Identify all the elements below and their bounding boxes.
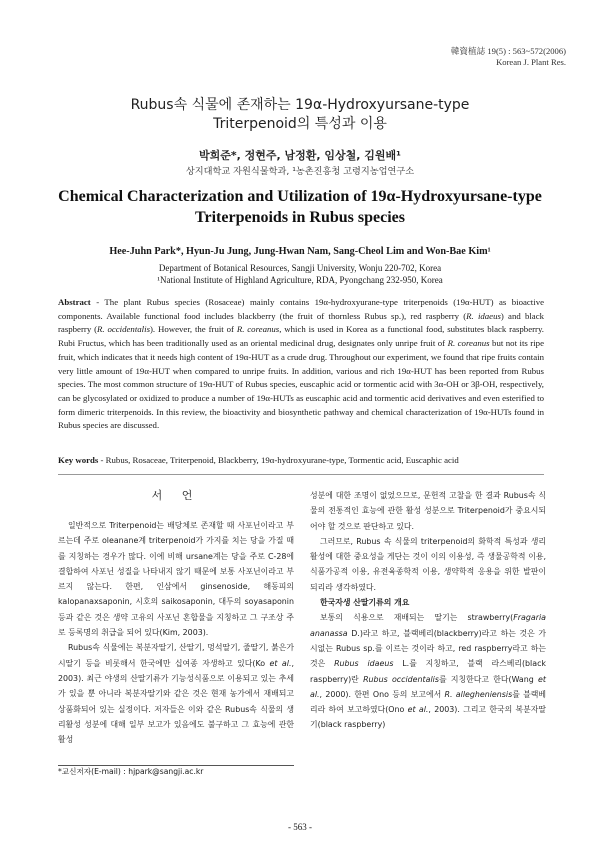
- korean-authors: 박희준*, 정현주, 남정환, 임상철, 김원배¹: [199, 149, 401, 162]
- abstract-text-1: - The plant Rubus species (Rosaceae) mainly contains 19α-hydroxyurane-type triterpenoids (19α-HUT) as bioactive components. Available functional food includes blackberry (the fruit of thornless Rubus sp.), red raspberry (: [58, 297, 544, 321]
- p3-species-allegheniensis: R. allegheniensis: [444, 689, 513, 699]
- p3-b: D.)라고 하고, 블랙베리(blackberry)라고 하는 것은 가시없는 Rubus sp.를 이르는 것이라 하고, red raspberry라고 하는 것은: [310, 628, 546, 669]
- abstract-text-2: ) and black raspberry (: [58, 310, 544, 335]
- p3-etal-2: et al.: [407, 705, 429, 715]
- right-paragraph-3: [310, 610, 546, 732]
- p3-species-occidentalis: Rubus occidentalis: [363, 674, 439, 684]
- affiliation-line1: Department of Botanical Resources, Sangji University, Wonju 220-702, Korea: [158, 263, 442, 273]
- abstract-species-3: R. coreanus: [236, 324, 280, 335]
- english-title-line1: Chemical Characterization and Utilization of 19α-Hydroxyursane-type: [58, 188, 542, 205]
- abstract-species-2: R. occidentalis: [97, 324, 150, 335]
- journal-name: Korean J. Plant Res.: [496, 57, 566, 67]
- p3-etal-1: et al.: [310, 674, 546, 699]
- english-title: [0, 186, 600, 228]
- abstract-species-4: R. coreanus: [447, 338, 490, 349]
- korean-title-line2: Triterpenoid의 특성과 이용: [213, 116, 387, 132]
- abstract-label: Abstract: [58, 297, 91, 307]
- abstract-text-5: but not its ripe fruit, which indicates that it needs high content of 19α-HUT as a crude drug. Throughout our experiment, we found that ripe fruits contain very little amount of 19α-HUT when compared to unripe fruits. In addition, various and rich 19α-HUT has been reported from Rubus species. The most common structure of 19α-HUT of Rubus species, euscaphic acid or tormentic acid with 3α-OH or 3β-OH, respectively, can be glycosylated or oxidized to produce a number of 19α-HUTs as euscaphic acid and tormentic acid derivatives and even esterified to form dimeric triterpenoids. In this review, the bioactivity and biosynthetic pathway and chemical characterization of 19α-HUTs found in Rubus species are discussed.: [58, 338, 544, 431]
- keywords-text: - Rubus, Rosaceae, Triterpenoid, Blackberry, 19α-hydroxyurane-type, Tormentic acid, Euscaphic acid: [98, 455, 459, 465]
- keywords: [58, 454, 544, 467]
- p3-c: L.를 지칭하고, 블랙 라스베리(black raspberry)란: [310, 659, 546, 684]
- korean-title: [0, 96, 600, 134]
- corresponding-author-footnote: *교신저자(E-mail) : hjpark@sangji.ac.kr: [58, 767, 204, 776]
- p3-a: 보통의 식용으로 재배되는 딸기는 strawberry(: [320, 613, 514, 623]
- intro-paragraph-2-etal: et al.: [269, 658, 292, 668]
- journal-citation: 韓資植誌 19(5) : 563~572(2006): [450, 46, 566, 56]
- english-title-line2: Triterpenoids in Rubus species: [195, 209, 405, 226]
- intro-paragraph-2: [58, 640, 294, 747]
- p3-g: , 2003). 그리고 한국의 복분자딸기(black raspberry): [310, 705, 547, 730]
- intro-paragraph-2-a: Rubus속 식물에는 복분자딸기, 산딸기, 멍석딸기, 줄딸기, 붉은가시딸기 등을 비롯해서 한국에만 십여종 자생하고 있다(Ko: [58, 643, 294, 668]
- english-authors: Hee-Juhn Park*, Hyun-Ju Jung, Jung-Hwan Nam, Sang-Cheol Lim and Won-Bae Kim¹: [109, 246, 491, 257]
- p3-d: 를 지칭한다고 한다(Wang: [438, 674, 539, 684]
- journal-header: [451, 46, 566, 68]
- keywords-label: Key words: [58, 455, 99, 465]
- page-number: - 563 -: [288, 822, 312, 832]
- overview-subheading: 한국자생 산딸기류의 개요: [320, 598, 410, 608]
- p3-e: , 2000). 한편 Ono 등의 보고에서: [319, 689, 445, 699]
- intro-paragraph-2-b: , 2003). 최근 야생의 산딸기류가 기능성식품으로 이용되고 있는 추세 가 있을 뿐 아니라 복분자딸기와 같은 것은 현재 농가에서 재배되고 상품화되어 있는 실정이다. 저자들은 이와 같은 Rubus속 식물의 생리활성 성분에 대해 일부 보고가 있음에도 불구하고 그 효능에 관한 활성: [58, 658, 294, 745]
- left-column: [58, 488, 294, 747]
- korean-affiliation: 상지대학교 자원식물학과, ¹농촌진흥청 고령지농업연구소: [185, 166, 415, 177]
- p3-species-idaeus: Rubus idaeus: [334, 659, 394, 669]
- abstract-species-1: R. idaeus: [466, 310, 501, 321]
- intro-paragraph-1: 일반적으로 Triterpenoid는 배당체로 존재할 때 사포닌이라고 부르는데 주로 oleanane계 triterpenoid가 가지를 치는 당을 가질 때를 지칭하는 경우가 많다. 이에 비해 ursane계는 당을 주로 C-28에 결합하여 사포닌 성질을 나타내지 않기 때문에 보통 사포닌이라고 부르지 않는다. 한편, 인삼에서 ginsenoside, 해동피의 kalopanaxsaponin, 시호의 saikosaponin, 대두의 soyasaponin 등과 같은 것은 생약 고유의 사포닌 혼합물을 지칭하고 그 구조상 주로 등록명의 취급을 되어 있다(Kim, 2003).: [58, 521, 294, 638]
- p3-f: 를 블랙베리라 하여 보고하였다(Ono: [310, 689, 547, 715]
- right-paragraph-2: 그러므로, Rubus 속 식물의 triterpenoid의 화학적 특성과 생리활성에 대한 중요성을 게단는 것이 이의 이용성, 즉 생물공학적 이용, 식품가공적 이용, 유전육종학적 이용, 생약학적 응용을 위한 발판이 되리라 생각하였다.: [310, 536, 546, 592]
- affiliation-line2: ¹National Institute of Highland Agriculture, RDA, Pyongchang 232-950, Korea: [157, 275, 443, 285]
- english-affiliation: [0, 262, 600, 286]
- abstract: [58, 296, 544, 433]
- abstract-text-3: ). However, the fruit of: [150, 324, 237, 335]
- abstract-text-4: , which is used in Korea as a functional food, substitutes black raspberry. Rubi Fructus, which has been traditionally used as an oriental medicinal drug, designates only unripe fruit of: [58, 324, 544, 349]
- korean-title-line1: Rubus속 식물에 존재하는 19α-Hydroxyursane-type: [130, 97, 470, 113]
- p3-species-fragaria: Fragaria ananassa: [310, 613, 546, 638]
- intro-heading: 서 언: [151, 489, 201, 502]
- right-paragraph-1: 성분에 대한 조명이 없었으므로, 문헌적 고찰을 한 결과 Rubus속 식물의 전통적인 효능에 관한 활성 성분으로 Triterpenoid가 중요시되어야 할 것으로 판단하고 있다.: [310, 491, 546, 531]
- right-column: [310, 488, 546, 733]
- section-divider: [58, 474, 544, 475]
